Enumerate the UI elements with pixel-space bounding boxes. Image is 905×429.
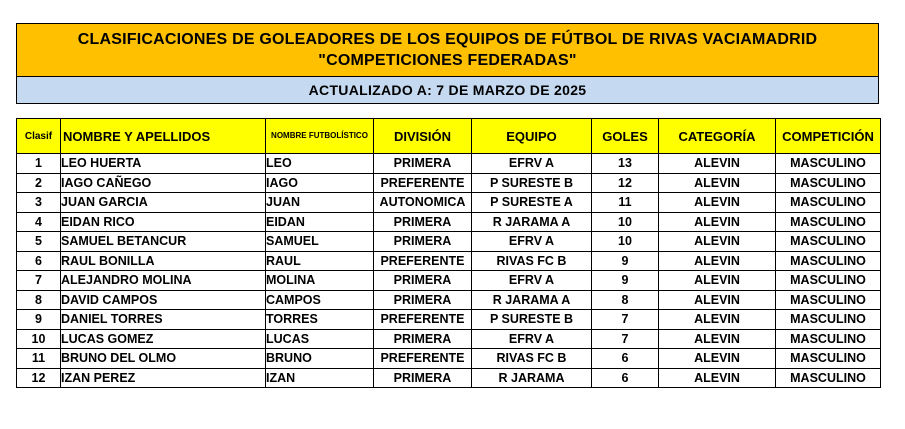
cell-team: EFRV A xyxy=(472,232,592,252)
cell-competition: MASCULINO xyxy=(776,368,881,388)
cell-team: RIVAS FC B xyxy=(472,349,592,369)
table-row xyxy=(17,271,881,291)
cell-division: PREFERENTE xyxy=(374,173,472,193)
cell-goals: 6 xyxy=(592,368,659,388)
cell-division: PRIMERA xyxy=(374,154,472,174)
cell-nickname: SAMUEL xyxy=(266,232,374,252)
cell-goals: 9 xyxy=(592,251,659,271)
page-subtitle: "COMPETICIONES FEDERADAS" xyxy=(318,52,577,69)
cell-name: LUCAS GOMEZ xyxy=(61,329,266,349)
table-row xyxy=(17,349,881,369)
cell-competition: MASCULINO xyxy=(776,329,881,349)
cell-goals: 9 xyxy=(592,271,659,291)
cell-nickname: CAMPOS xyxy=(266,290,374,310)
cell-competition: MASCULINO xyxy=(776,349,881,369)
column-header-clasif: Clasif xyxy=(17,119,61,154)
cell-competition: MASCULINO xyxy=(776,232,881,252)
cell-division: PREFERENTE xyxy=(374,349,472,369)
column-header-name: NOMBRE Y APELLIDOS xyxy=(61,119,266,154)
table-row xyxy=(17,173,881,193)
cell-nickname: JUAN xyxy=(266,193,374,213)
cell-competition: MASCULINO xyxy=(776,154,881,174)
cell-division: PRIMERA xyxy=(374,329,472,349)
cell-name: ALEJANDRO MOLINA xyxy=(61,271,266,291)
updated-date-label: ACTUALIZADO A: 7 DE MARZO DE 2025 xyxy=(308,82,587,98)
cell-category: ALEVIN xyxy=(659,212,776,232)
table-row xyxy=(17,329,881,349)
cell-goals: 6 xyxy=(592,349,659,369)
cell-category: ALEVIN xyxy=(659,251,776,271)
cell-name: DAVID CAMPOS xyxy=(61,290,266,310)
cell-name: BRUNO DEL OLMO xyxy=(61,349,266,369)
cell-name: IZAN PEREZ xyxy=(61,368,266,388)
cell-team: EFRV A xyxy=(472,329,592,349)
cell-goals: 11 xyxy=(592,193,659,213)
cell-team: R JARAMA A xyxy=(472,290,592,310)
cell-team: P SURESTE B xyxy=(472,310,592,330)
cell-name: DANIEL TORRES xyxy=(61,310,266,330)
title-block xyxy=(16,23,879,104)
table-row xyxy=(17,193,881,213)
cell-category: ALEVIN xyxy=(659,193,776,213)
cell-category: ALEVIN xyxy=(659,173,776,193)
cell-name: EIDAN RICO xyxy=(61,212,266,232)
cell-nickname: TORRES xyxy=(266,310,374,330)
cell-name: LEO HUERTA xyxy=(61,154,266,174)
cell-team: R JARAMA A xyxy=(472,212,592,232)
cell-clasif: 5 xyxy=(17,232,61,252)
cell-nickname: IAGO xyxy=(266,173,374,193)
table-row xyxy=(17,290,881,310)
cell-name: RAUL BONILLA xyxy=(61,251,266,271)
column-header-nickname: NOMBRE FUTBOLÍSTICO xyxy=(266,119,374,154)
cell-goals: 13 xyxy=(592,154,659,174)
cell-goals: 7 xyxy=(592,310,659,330)
table-row xyxy=(17,368,881,388)
cell-category: ALEVIN xyxy=(659,154,776,174)
column-header-division: DIVISIÓN xyxy=(374,119,472,154)
cell-category: ALEVIN xyxy=(659,368,776,388)
cell-goals: 7 xyxy=(592,329,659,349)
title-banner xyxy=(17,24,878,77)
cell-team: EFRV A xyxy=(472,154,592,174)
cell-division: PRIMERA xyxy=(374,368,472,388)
cell-competition: MASCULINO xyxy=(776,271,881,291)
cell-nickname: BRUNO xyxy=(266,349,374,369)
cell-category: ALEVIN xyxy=(659,232,776,252)
cell-division: PRIMERA xyxy=(374,212,472,232)
cell-division: PRIMERA xyxy=(374,232,472,252)
cell-nickname: LUCAS xyxy=(266,329,374,349)
cell-goals: 10 xyxy=(592,232,659,252)
table-row xyxy=(17,232,881,252)
cell-clasif: 7 xyxy=(17,271,61,291)
table-row xyxy=(17,251,881,271)
cell-name: IAGO CAÑEGO xyxy=(61,173,266,193)
cell-clasif: 1 xyxy=(17,154,61,174)
cell-clasif: 9 xyxy=(17,310,61,330)
cell-clasif: 2 xyxy=(17,173,61,193)
cell-category: ALEVIN xyxy=(659,329,776,349)
cell-competition: MASCULINO xyxy=(776,173,881,193)
column-header-competition: COMPETICIÓN xyxy=(776,119,881,154)
cell-competition: MASCULINO xyxy=(776,310,881,330)
cell-team: EFRV A xyxy=(472,271,592,291)
cell-nickname: RAUL xyxy=(266,251,374,271)
cell-team: P SURESTE B xyxy=(472,173,592,193)
cell-clasif: 6 xyxy=(17,251,61,271)
cell-category: ALEVIN xyxy=(659,271,776,291)
cell-division: AUTONOMICA xyxy=(374,193,472,213)
cell-nickname: IZAN xyxy=(266,368,374,388)
cell-goals: 10 xyxy=(592,212,659,232)
cell-clasif: 12 xyxy=(17,368,61,388)
cell-category: ALEVIN xyxy=(659,290,776,310)
cell-competition: MASCULINO xyxy=(776,290,881,310)
cell-team: RIVAS FC B xyxy=(472,251,592,271)
updated-banner xyxy=(17,77,878,103)
page-title: CLASIFICACIONES DE GOLEADORES DE LOS EQUIPOS DE FÚTBOL DE RIVAS VACIAMADRID xyxy=(77,31,818,48)
cell-nickname: MOLINA xyxy=(266,271,374,291)
cell-category: ALEVIN xyxy=(659,349,776,369)
column-header-goals: GOLES xyxy=(592,119,659,154)
cell-goals: 8 xyxy=(592,290,659,310)
table-header-row xyxy=(17,119,881,154)
cell-competition: MASCULINO xyxy=(776,193,881,213)
cell-clasif: 11 xyxy=(17,349,61,369)
cell-division: PRIMERA xyxy=(374,290,472,310)
column-header-team: EQUIPO xyxy=(472,119,592,154)
cell-clasif: 3 xyxy=(17,193,61,213)
cell-category: ALEVIN xyxy=(659,310,776,330)
cell-nickname: LEO xyxy=(266,154,374,174)
cell-name: JUAN GARCIA xyxy=(61,193,266,213)
cell-division: PREFERENTE xyxy=(374,310,472,330)
column-header-category: CATEGORÍA xyxy=(659,119,776,154)
cell-goals: 12 xyxy=(592,173,659,193)
table-row xyxy=(17,310,881,330)
cell-competition: MASCULINO xyxy=(776,251,881,271)
cell-division: PRIMERA xyxy=(374,271,472,291)
cell-name: SAMUEL BETANCUR xyxy=(61,232,266,252)
cell-competition: MASCULINO xyxy=(776,212,881,232)
table-row xyxy=(17,212,881,232)
cell-clasif: 4 xyxy=(17,212,61,232)
cell-clasif: 10 xyxy=(17,329,61,349)
cell-division: PREFERENTE xyxy=(374,251,472,271)
cell-team: P SURESTE A xyxy=(472,193,592,213)
cell-nickname: EIDAN xyxy=(266,212,374,232)
cell-clasif: 8 xyxy=(17,290,61,310)
table-row xyxy=(17,154,881,174)
cell-team: R JARAMA xyxy=(472,368,592,388)
scorers-table xyxy=(16,118,881,388)
